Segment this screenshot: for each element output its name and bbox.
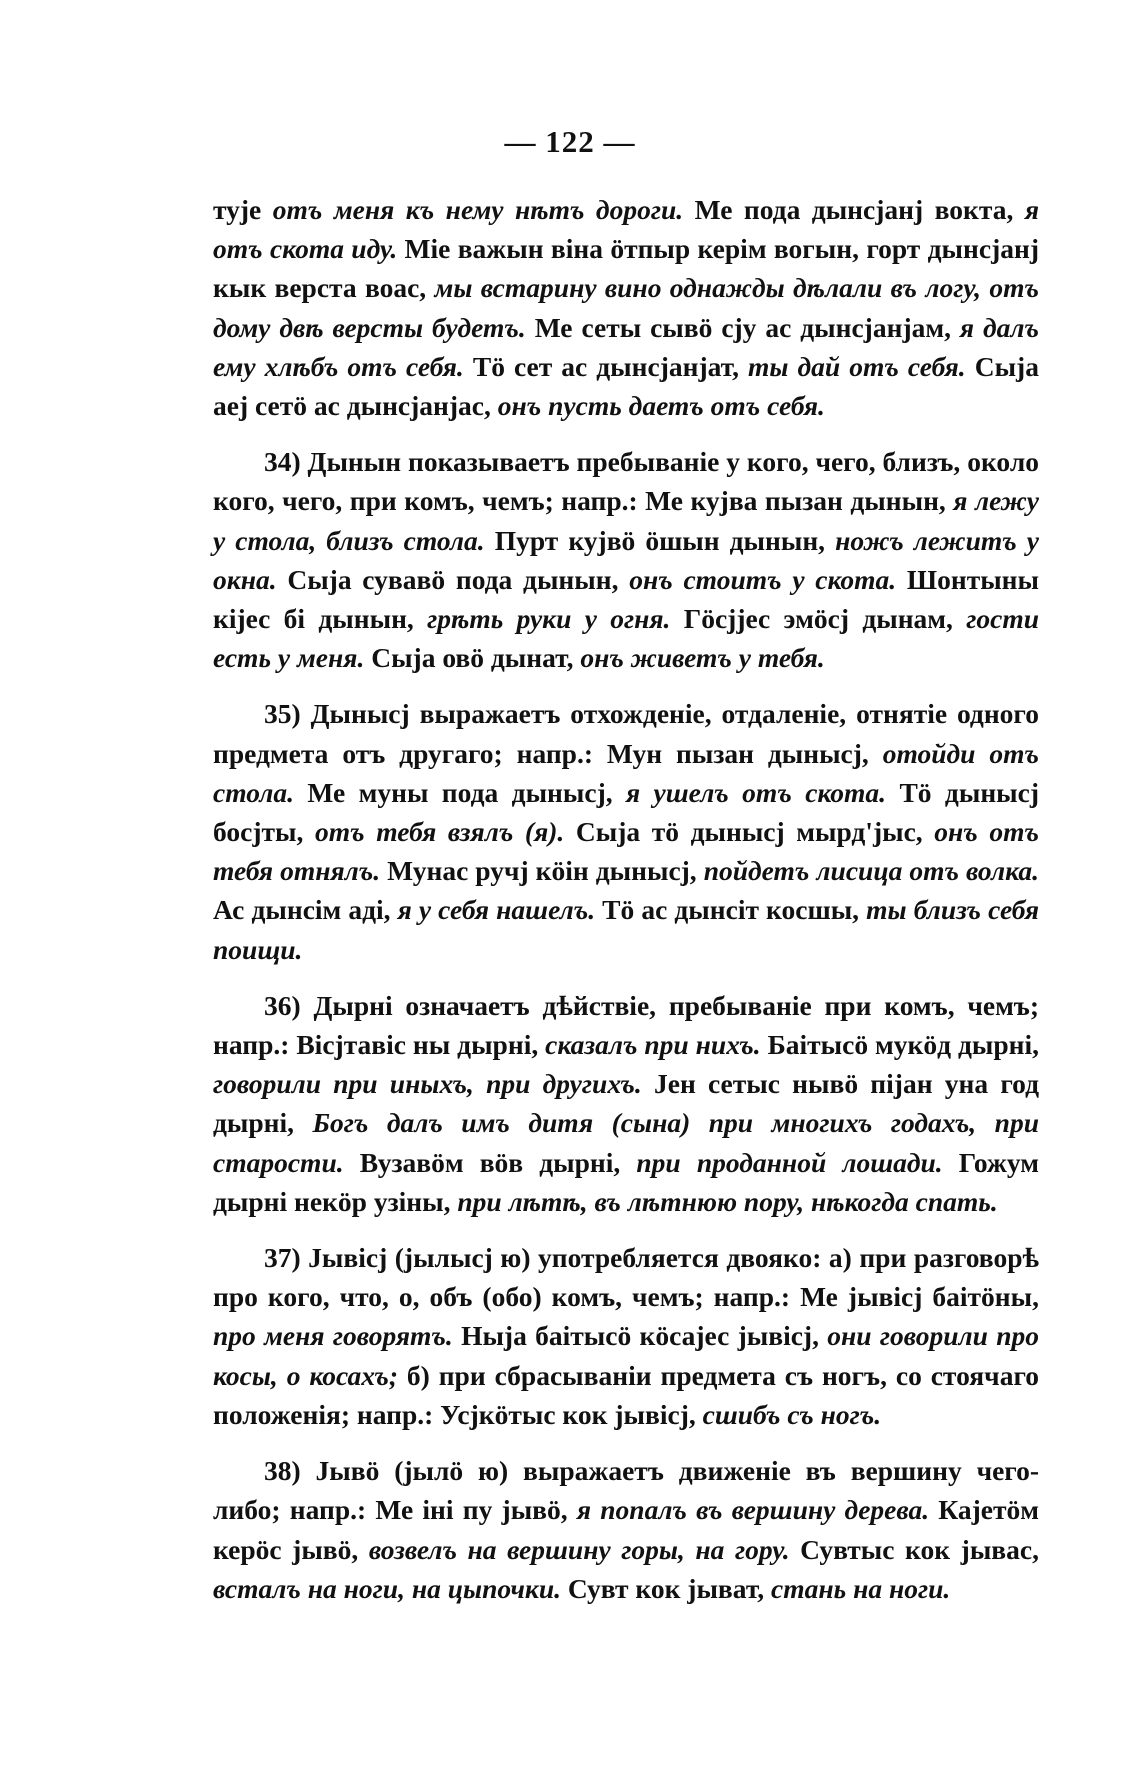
komi-text: 37) Јывісј (јылысј ю) употребляется двояко: а) при разговорѣ про кого, что, о, объ (обо) комъ, чемъ; напр.: Ме јывісј баітӧны,: [213, 1242, 1039, 1313]
komi-text: 38) Јывӧ (јылӧ ю) выражаетъ движеніе въ вершину чего-либо; напр.: Ме іні пу јывӧ,: [213, 1455, 1039, 1526]
paragraph: [213, 986, 1039, 1221]
russian-translation: я далъ ему хлѣбъ отъ себя.: [213, 311, 1039, 382]
komi-text: Пурт кујвӧ ӧшын дынын,: [484, 524, 836, 556]
komi-text: Јен сетыс нывӧ піјан уна год дырні,: [213, 1068, 1039, 1139]
komi-text: Вузавӧм вӧв дырні,: [343, 1146, 637, 1178]
komi-text: Сыја сувавӧ пода дынын,: [276, 563, 630, 595]
paragraph: [213, 1451, 1039, 1608]
russian-translation: я отъ скота иду.: [213, 194, 1039, 265]
komi-text: Тӧ ас дынсіт косшы,: [595, 894, 867, 926]
komi-text: Міе важын віна ӧтпыр керім вогын, горт дынсјанј кык верста воас,: [213, 233, 1039, 304]
russian-translation: про меня говорятъ.: [213, 1320, 453, 1352]
russian-translation: онъ живетъ у тебя.: [580, 642, 825, 674]
komi-text: Гожум дырні некӧр узіны,: [213, 1146, 1039, 1217]
paragraph: [213, 442, 1039, 677]
russian-translation: онъ пусть даетъ отъ себя.: [497, 390, 825, 422]
komi-text: 35) Дынысј выражаетъ отхожденіе, отдаленіе, отнятіе одного предмета отъ другаго; напр.: Мун пызан дынысј,: [213, 698, 1039, 769]
russian-translation: при лѣтѣ, въ лѣтнюю пору, нѣкогда спать.: [457, 1185, 998, 1217]
russian-translation: онъ отъ тебя отнялъ.: [213, 816, 1040, 887]
komi-text: Гӧсјјес эмӧсј дынам,: [670, 603, 967, 635]
russian-translation: возвелъ на вершину горы, на гору.: [368, 1533, 790, 1565]
komi-text: Ныја баітысӧ кӧсајес јывісј,: [452, 1320, 828, 1352]
komi-text: Кајетӧм керӧс јывӧ,: [213, 1494, 1039, 1565]
russian-translation: при проданной лошади.: [636, 1146, 943, 1178]
russian-translation: отъ меня къ нему нѣтъ дороги.: [272, 194, 684, 225]
russian-translation: сказалъ при нихъ.: [545, 1029, 761, 1061]
russian-translation: грѣть руки у огня.: [427, 603, 671, 635]
russian-translation: ножъ лежитъ у окна.: [213, 524, 1039, 595]
body-text: [213, 190, 1039, 1625]
komi-text: 34) Дынын показываетъ пребываніе у кого, чего, близъ, около кого, чего, при комъ, чемъ; напр.: Ме кујва пызан дынын,: [213, 446, 1039, 517]
russian-translation: я ушелъ отъ скота.: [626, 776, 887, 808]
komi-text: Сыја овӧ дынат,: [364, 642, 581, 674]
russian-translation: я у себя нашелъ.: [397, 894, 596, 926]
komi-text: Ас дынсім аді,: [213, 894, 398, 926]
russian-translation: онъ стоитъ у скота.: [629, 563, 897, 595]
komi-text: Сыја аеј сетӧ ас дынсјанјас,: [213, 350, 1039, 422]
russian-translation: стань на ноги.: [771, 1572, 951, 1604]
russian-translation: я попалъ въ вершину дерева.: [576, 1494, 930, 1526]
russian-translation: пойдетъ лисица отъ волка.: [703, 855, 1039, 887]
komi-text: Шонтыны кіјес бі дынын,: [213, 563, 1040, 635]
russian-translation: ты близъ себя поищи.: [213, 894, 1039, 965]
komi-text: Тӧ дынысј босјты,: [213, 776, 1039, 848]
komi-text: Сувт кок јыват,: [561, 1572, 772, 1604]
komi-text: тује: [213, 194, 273, 225]
paragraph: [213, 1238, 1039, 1434]
russian-translation: они говорили про косы, о косахъ;: [213, 1320, 1039, 1391]
russian-translation: отойди отъ стола.: [213, 737, 1039, 808]
paragraph: [213, 190, 1039, 425]
russian-translation: Богъ далъ имъ дитя (сына) при многихъ годахъ, при старости.: [213, 1107, 1039, 1178]
russian-translation: сшибъ съ ногъ.: [702, 1398, 882, 1430]
russian-translation: мы встарину вино однажды дѣлали въ логу, отъ дому двѣ версты будетъ.: [213, 272, 1040, 343]
komi-text: Ме муны пода дынысј,: [294, 776, 626, 808]
komi-text: Сувтыс кок јывас,: [789, 1533, 1039, 1565]
russian-translation: я лежу у стола, близъ стола.: [213, 485, 1039, 556]
komi-text: Ме сеты сывӧ сју ас дынсјанјам,: [525, 311, 960, 343]
komi-text: Мунас ручј кӧін дынысј,: [380, 855, 704, 887]
komi-text: Ме пода дынсјанј вокта,: [683, 194, 1025, 225]
komi-text: Сыја тӧ дынысј мырд'јыс,: [564, 816, 935, 848]
russian-translation: всталъ на ноги, на цыпочки.: [213, 1572, 561, 1604]
page-number: — 122 —: [504, 124, 636, 159]
russian-translation: отъ тебя взялъ (я).: [314, 816, 565, 848]
komi-text: Баітысӧ мукӧд дырні,: [760, 1029, 1039, 1061]
russian-translation: говорили при иныхъ, при другихъ.: [213, 1068, 642, 1100]
russian-translation: гости есть у меня.: [213, 603, 1040, 674]
komi-text: б) при сбрасываніи предмета съ ногъ, со стоячаго положенія; напр.: Усјкӧтыс кок јывісј,: [213, 1359, 1039, 1430]
komi-text: 36) Дырні означаетъ дѣйствіе, пребываніе при комъ, чемъ; напр.: Вісјтавіс ны дырні,: [213, 989, 1039, 1061]
russian-translation: ты дай отъ себя.: [748, 350, 966, 382]
paragraph: [213, 694, 1039, 968]
komi-text: Тӧ сет ас дынсјанјат,: [463, 350, 749, 382]
